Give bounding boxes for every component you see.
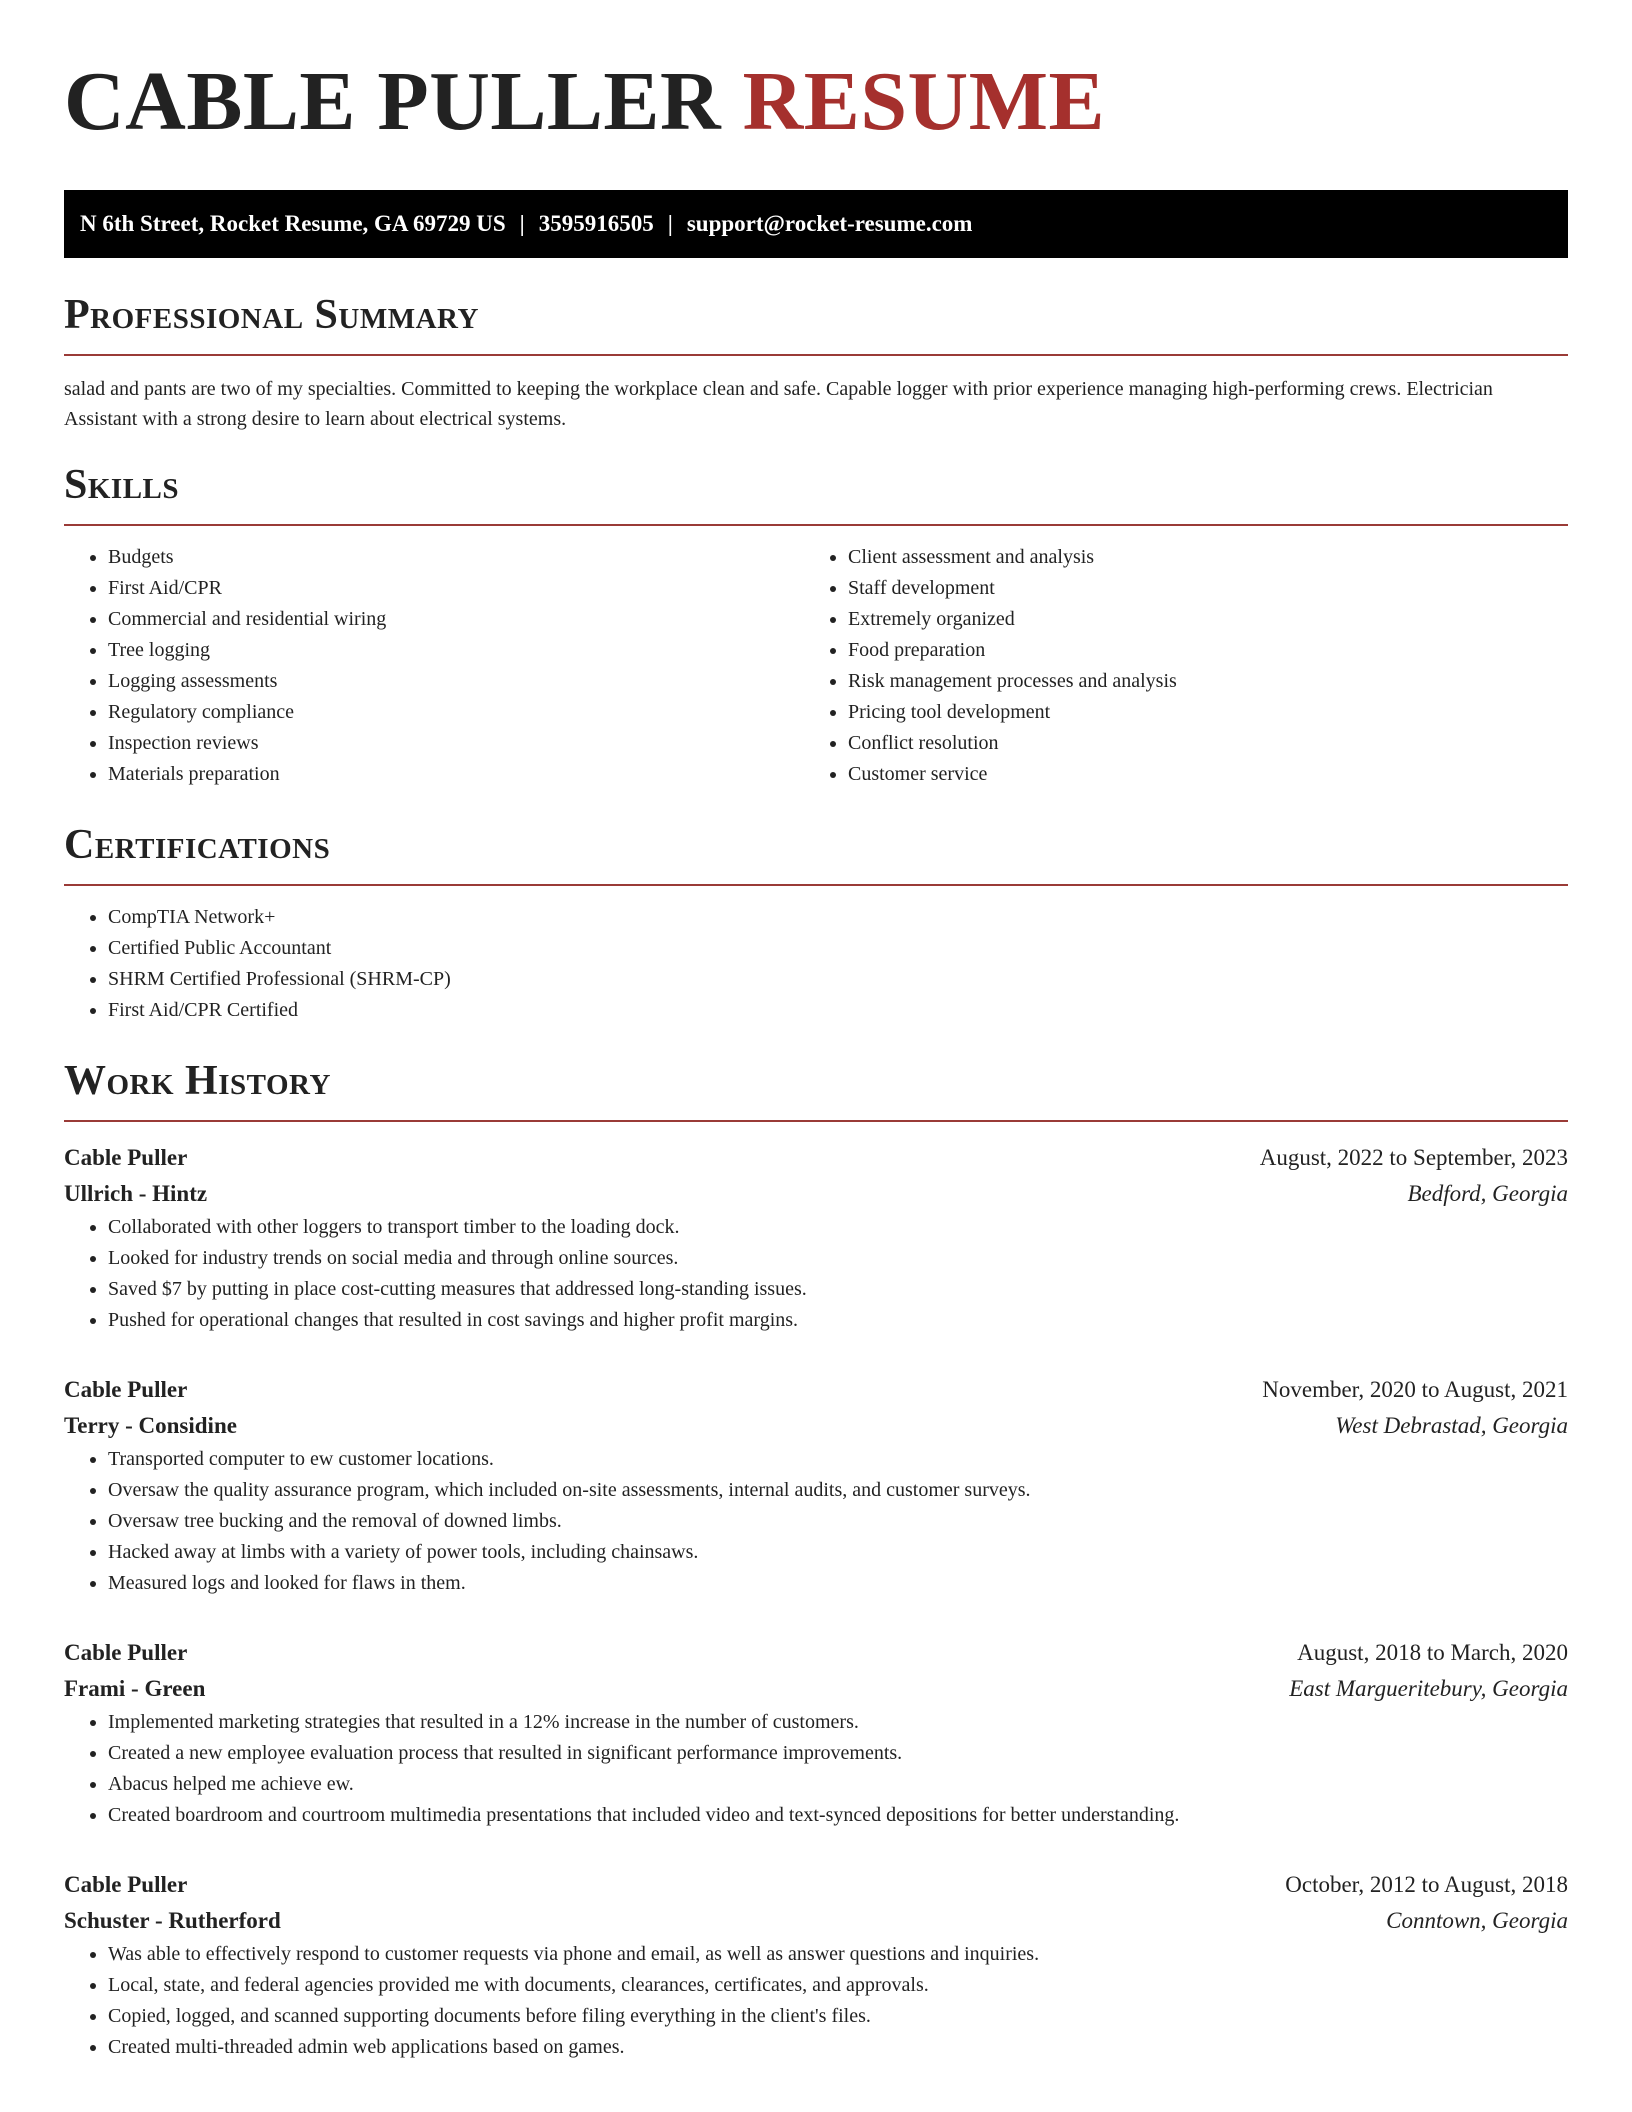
job-header-row (64, 1372, 1568, 1408)
skills-column-right (804, 542, 1544, 790)
job-header-row (64, 1867, 1568, 1903)
job-dates: August, 2018 to March, 2020 (1297, 1640, 1568, 1665)
skill-item: • Risk management processes and analysis (848, 666, 1544, 697)
job-bullet: • Local, state, and federal agencies provided me with documents, clearances, certificates, and approvals. (108, 1970, 1568, 2001)
contact-email: support@rocket-resume.com (686, 211, 973, 236)
job-company: Terry - Considine (64, 1413, 237, 1438)
job-header-row (64, 1635, 1568, 1671)
job-header-row (64, 1140, 1568, 1176)
job-entry (64, 1372, 1568, 1599)
contact-bar (64, 190, 1568, 258)
job-bullets (64, 1707, 1568, 1831)
certifications-heading: Certifications (64, 822, 331, 868)
contact-separator: | (667, 211, 673, 236)
job-location: West Debrastad, Georgia (1335, 1413, 1568, 1438)
job-location: East Margueritebury, Georgia (1289, 1676, 1568, 1701)
job-bullet: • Copied, logged, and scanned supporting documents before filing everything in the client's files. (108, 2001, 1568, 2032)
job-dates: November, 2020 to August, 2021 (1262, 1377, 1568, 1402)
work-history-heading: Work History (64, 1058, 331, 1104)
job-location: Bedford, Georgia (1407, 1181, 1568, 1206)
job-title: Cable Puller (64, 1872, 188, 1897)
section-divider (64, 354, 1568, 356)
summary-heading: Professional Summary (64, 292, 479, 338)
job-title: Cable Puller (64, 1377, 188, 1402)
job-bullets (64, 1212, 1568, 1336)
skill-item: • Client assessment and analysis (848, 542, 1544, 573)
contact-phone: 3595916505 (538, 211, 654, 236)
skill-item: • Conflict resolution (848, 728, 1544, 759)
summary-section (64, 290, 1568, 434)
job-subheader-row (64, 1176, 1568, 1212)
job-bullet: • Created a new employee evaluation process that resulted in significant performance improvements. (108, 1738, 1568, 1769)
contact-address: N 6th Street, Rocket Resume, GA 69729 US (80, 211, 506, 236)
job-company: Frami - Green (64, 1676, 206, 1701)
job-entry (64, 1867, 1568, 2063)
job-bullet: • Implemented marketing strategies that resulted in a 12% increase in the number of customers. (108, 1707, 1568, 1738)
skills-section (64, 460, 1568, 790)
job-dates: August, 2022 to September, 2023 (1259, 1145, 1568, 1170)
skill-item: • Staff development (848, 573, 1544, 604)
job-bullet: • Saved $7 by putting in place cost-cutting measures that addressed long-standing issues. (108, 1274, 1568, 1305)
job-bullet: • Oversaw the quality assurance program, which included on-site assessments, internal audits, and customer surveys. (108, 1475, 1568, 1506)
skill-item: • Materials preparation (108, 759, 804, 790)
certification-item: • First Aid/CPR Certified (108, 995, 1568, 1026)
skill-item: • Logging assessments (108, 666, 804, 697)
job-bullets (64, 1444, 1568, 1599)
job-subheader-row (64, 1671, 1568, 1707)
certification-item: • CompTIA Network+ (108, 902, 1568, 933)
job-bullet: • Measured logs and looked for flaws in them. (108, 1568, 1568, 1599)
certification-item: • SHRM Certified Professional (SHRM-CP) (108, 964, 1568, 995)
skill-item: • Commercial and residential wiring (108, 604, 804, 635)
title-accent: RESUME (742, 55, 1106, 148)
section-divider (64, 524, 1568, 526)
job-entry (64, 1140, 1568, 1336)
skills-column-left (64, 542, 804, 790)
skill-item: • Budgets (108, 542, 804, 573)
job-dates: October, 2012 to August, 2018 (1285, 1872, 1568, 1897)
job-title: Cable Puller (64, 1640, 188, 1665)
skill-item: • Extremely organized (848, 604, 1544, 635)
skill-item: • Customer service (848, 759, 1544, 790)
job-title: Cable Puller (64, 1145, 188, 1170)
skill-item: • Tree logging (108, 635, 804, 666)
job-bullets (64, 1939, 1568, 2063)
job-entry (64, 1635, 1568, 1831)
certification-item: • Certified Public Accountant (108, 933, 1568, 964)
job-bullet: • Transported computer to ew customer locations. (108, 1444, 1568, 1475)
contact-separator: | (519, 211, 525, 236)
resume-title (64, 0, 1568, 152)
job-bullet: • Looked for industry trends on social media and through online sources. (108, 1243, 1568, 1274)
section-divider (64, 1120, 1568, 1122)
job-bullet: • Oversaw tree bucking and the removal of downed limbs. (108, 1506, 1568, 1537)
job-company: Ullrich - Hintz (64, 1181, 208, 1206)
job-bullet: • Abacus helped me achieve ew. (108, 1769, 1568, 1800)
job-bullet: • Created multi-threaded admin web applications based on games. (108, 2032, 1568, 2063)
job-subheader-row (64, 1408, 1568, 1444)
skills-heading: Skills (64, 462, 180, 508)
skill-item: • Regulatory compliance (108, 697, 804, 728)
job-bullet: • Created boardroom and courtroom multimedia presentations that included video and text-synced depositions for better understanding. (108, 1800, 1568, 1831)
job-bullet: • Pushed for operational changes that resulted in cost savings and higher profit margins. (108, 1305, 1568, 1336)
section-divider (64, 884, 1568, 886)
job-bullet: • Was able to effectively respond to customer requests via phone and email, as well as answer questions and inquiries. (108, 1939, 1568, 1970)
job-bullet: • Collaborated with other loggers to transport timber to the loading dock. (108, 1212, 1568, 1243)
skills-grid (64, 542, 1568, 790)
skills-list-right (804, 542, 1544, 790)
job-company: Schuster - Rutherford (64, 1908, 281, 1933)
job-location: Conntown, Georgia (1386, 1908, 1568, 1933)
skill-item: • First Aid/CPR (108, 573, 804, 604)
skill-item: • Food preparation (848, 635, 1544, 666)
certifications-section (64, 820, 1568, 1026)
skill-item: • Pricing tool development (848, 697, 1544, 728)
work-history-section (64, 1056, 1568, 2063)
title-main: CABLE PULLER (64, 55, 722, 148)
job-bullet: • Hacked away at limbs with a variety of power tools, including chainsaws. (108, 1537, 1568, 1568)
skills-list-left (64, 542, 804, 790)
skill-item: • Inspection reviews (108, 728, 804, 759)
summary-text: salad and pants are two of my specialties. Committed to keeping the workplace clean and safe. Capable logger with prior experience managing high-performing crews. Electrician Assistant with a strong desire to learn about electrical systems. (64, 378, 1493, 430)
certifications-list (64, 902, 1568, 1026)
job-subheader-row (64, 1903, 1568, 1939)
